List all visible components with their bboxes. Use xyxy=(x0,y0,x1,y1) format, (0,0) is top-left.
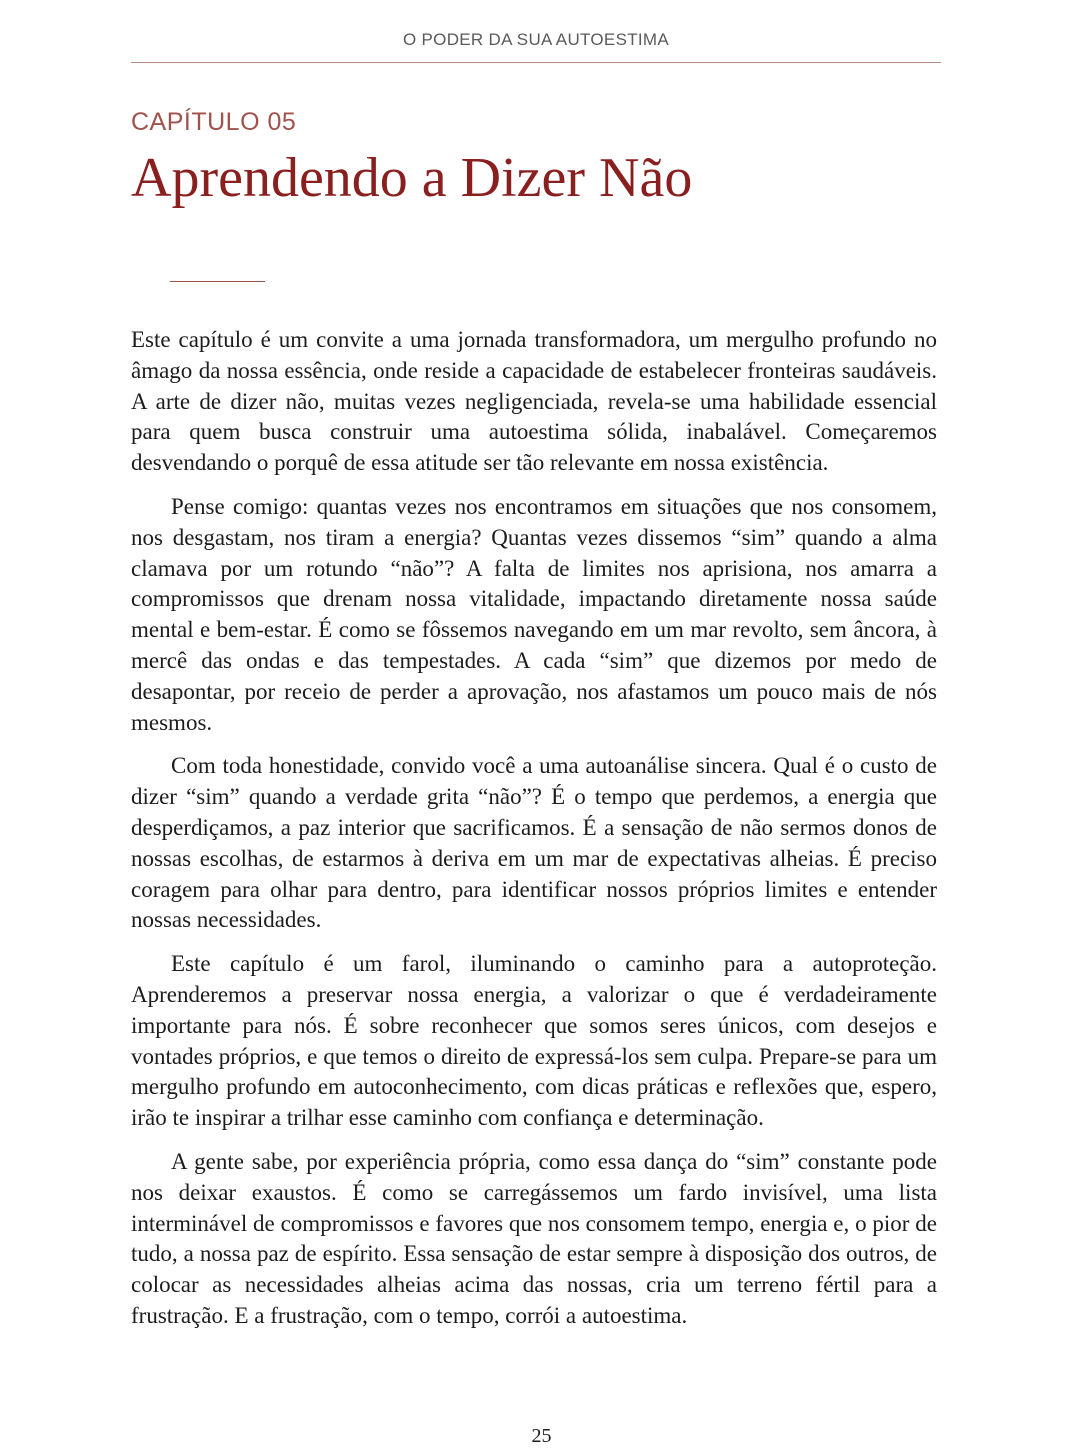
running-header: O PODER DA SUA AUTOESTIMA xyxy=(402,30,670,49)
paragraph: Pense comigo: quantas vezes nos encontramos em situações que nos consomem, nos desgastam, nos tiram a energia? Quantas vezes dissemos “sim” quando a alma clamava por um rotundo “não”? A falta de limites nos aprisiona, nos amarra a compromissos que drenam nossa vitalidade, impactando diretamente nossa saúde mental e bem-estar. É como se fôssemos navegando em um mar revolto, sem âncora, à mercê das ondas e das tempestades. A cada “sim” que dizemos por medo de desapontar, por receio de perder a aprovação, nos afastamos um pouco mais de nós mesmos. xyxy=(131,493,937,735)
paragraph: Este capítulo é um convite a uma jornada transformadora, um mergulho profundo no âmago da nossa essência, onde reside a capacidade de estabelecer fronteiras saudáveis. A arte de dizer não, muitas vezes negligenciada, revela-se uma habilidade essencial para quem busca construir uma autoestima sólida, inabalável. Começaremos desvendando o porquê de essa atitude ser tão relevante em nossa existência. xyxy=(131,327,937,476)
paragraph: Este capítulo é um farol, iluminando o caminho para a autoproteção. Aprenderemos a preservar nossa energia, a valorizar o que é verdadeiramente importante para nós. É sobre reconhecer que somos seres únicos, com desejos e vontades próprios, e que temos o direito de expressá-los sem culpa. Prepare-se para um mergulho profundo em autoconhecimento, com dicas práticas e reflexões que, espero, irão te inspirar a trilhar esse caminho com confiança e determinação. xyxy=(131,951,937,1131)
chapter-label: CAPÍTULO 05 xyxy=(131,108,297,136)
title-divider xyxy=(170,281,265,282)
paragraph: A gente sabe, por experiência própria, como essa dança do “sim” constante pode nos deixar exaustos. É como se carregássemos um fardo invisível, uma lista interminável de compromissos e favores que nos consomem tempo, energia e, o pior de tudo, a nossa paz de espírito. Essa sensação de estar sempre à disposição dos outros, de colocar as necessidades alheias acima das nossas, cria um terreno fértil para a frustração. E a frustração, com o tempo, corrói a autoestima. xyxy=(131,1148,937,1328)
header-divider xyxy=(131,62,941,63)
paragraph: Com toda honestidade, convido você a uma autoanálise sincera. Qual é o custo de dizer “sim” quando a verdade grita “não”? É o tempo que perdemos, a energia que desperdiçamos, a paz interior que sacrificamos. É a sensação de não sermos donos de nossas escolhas, de estarmos à deriva em um mar de expectativas alheias. É preciso coragem para olhar para dentro, para identificar nossos próprios limites e entender nossas necessidades. xyxy=(131,753,937,933)
page-number: 25 xyxy=(531,1425,552,1447)
chapter-body xyxy=(131,325,937,1345)
chapter-title: Aprendendo a Dizer Não xyxy=(131,147,693,209)
